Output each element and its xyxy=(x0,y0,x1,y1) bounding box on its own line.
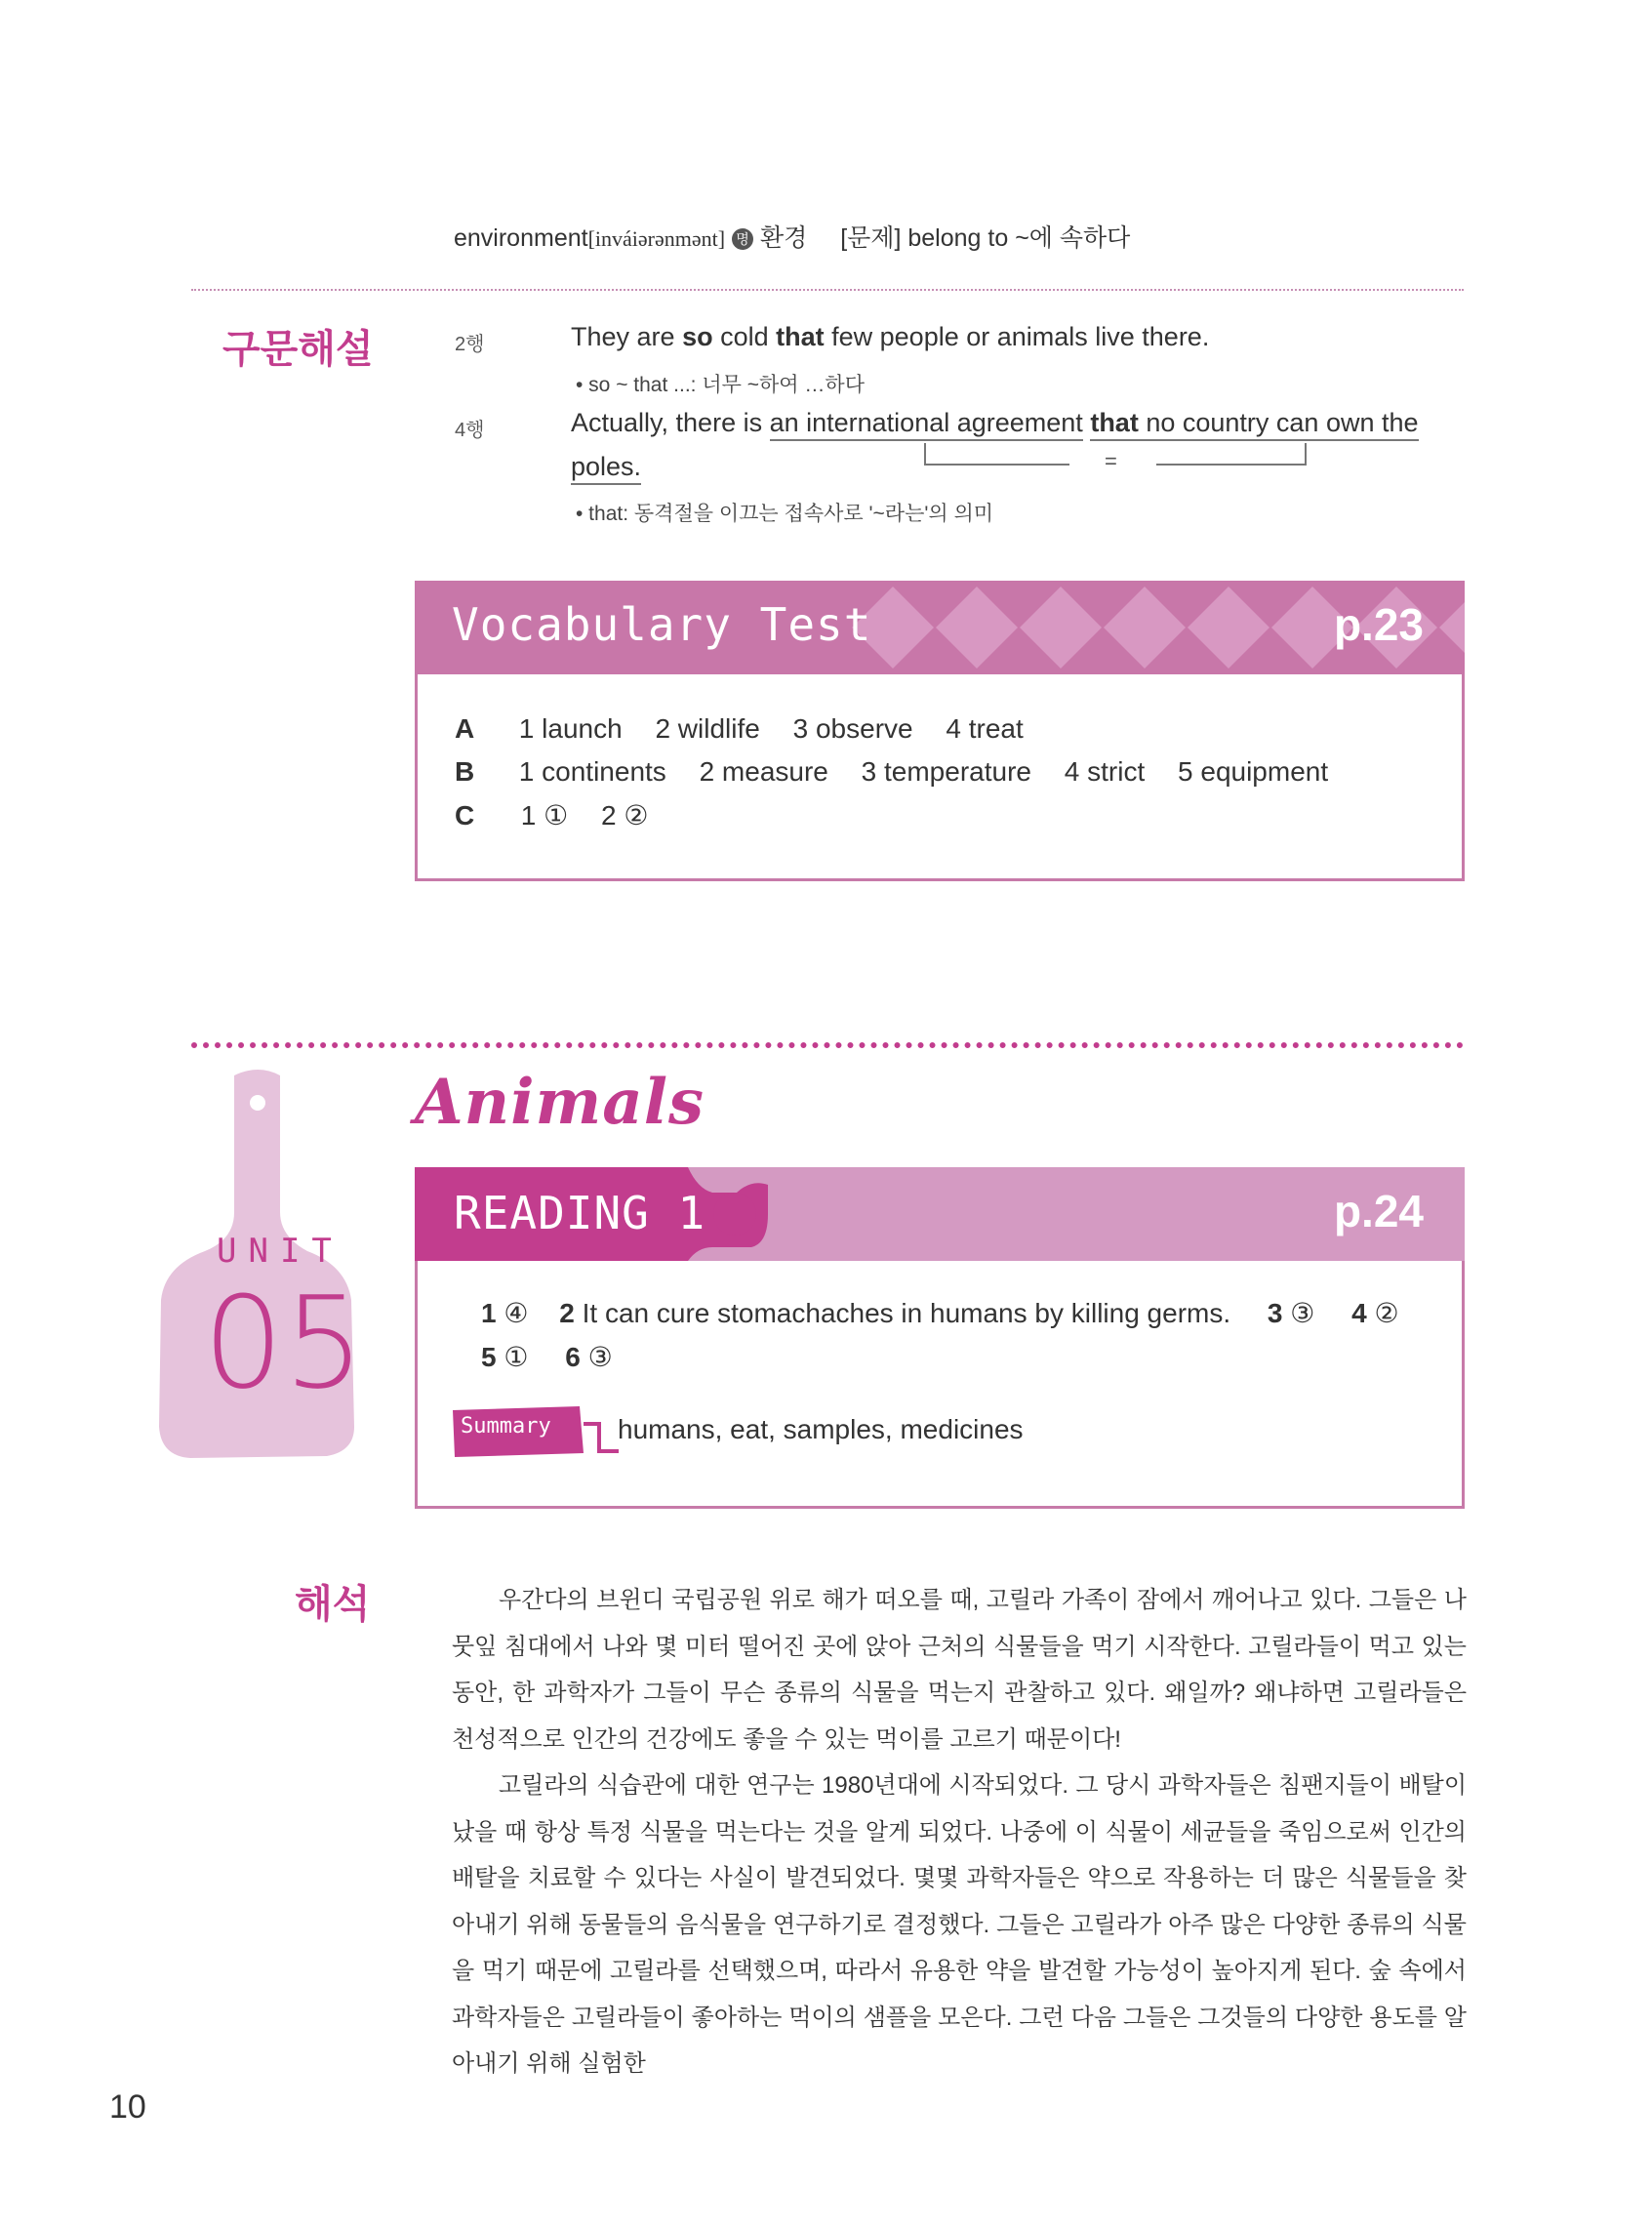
answer-row-b xyxy=(455,756,1328,788)
vocab-line xyxy=(454,219,1130,254)
vocab-word: environment xyxy=(454,224,588,252)
reading-title: READING 1 xyxy=(454,1187,706,1239)
reading-page: p.24 xyxy=(1333,1186,1424,1236)
sentence-part: cold xyxy=(712,322,777,351)
answer-row-a xyxy=(455,713,1024,745)
reading-box xyxy=(415,1167,1465,1509)
sentence-part: few people or animals live there. xyxy=(824,322,1210,351)
answer-text: ① xyxy=(504,1342,529,1372)
row-label: B xyxy=(455,756,475,787)
line-number: 4행 xyxy=(455,420,485,441)
answer-item: 2 ② xyxy=(601,800,649,831)
translation-paragraph: 우간다의 브윈디 국립공원 위로 해가 떠오를 때, 고릴라 가족이 잠에서 깨어나고 있다. 그들은 나뭇잎 침대에서 나와 몇 미터 떨어진 곳에 앉아 근처의 식물들을 먹기 시작한다. 고릴라들이 먹고 있는 동안, 한 과학자가 그들이 무슨 종류의 식물을 먹는지 관찰하고 있다. 왜일까? 왜냐하면 고릴라들은 천성적으로 인간의 건강에도 좋을 수 있는 먹이를 고르기 때문이다! xyxy=(452,1587,1467,1753)
vocab-phonetic: [inváiərənmənt] xyxy=(587,226,726,251)
answer-num: 2 xyxy=(559,1298,575,1328)
vocab-phrase-meaning: ~에 속하다 xyxy=(1015,224,1131,252)
vocab-test-box xyxy=(415,581,1465,881)
answer-num: 3 xyxy=(1267,1298,1283,1328)
answer-num: 4 xyxy=(1351,1298,1367,1328)
sentence-keyword: that xyxy=(1090,408,1139,437)
answer-row-c xyxy=(455,799,648,831)
vocab-test-header xyxy=(415,581,1465,674)
section-divider xyxy=(191,289,1464,291)
vocab-phrase: belong to xyxy=(907,224,1009,252)
syntax-sentence xyxy=(571,408,1419,438)
answer-text: It can cure stomachaches in humans by killing germs. xyxy=(582,1298,1231,1328)
unit-number: 05 xyxy=(203,1269,365,1417)
row-label: C xyxy=(455,800,475,831)
reading-answers-line2 xyxy=(481,1341,613,1373)
answer-text: ④ xyxy=(504,1298,529,1328)
sentence-underlined: an international agreement xyxy=(770,408,1083,441)
answer-item: 5 equipment xyxy=(1178,756,1329,787)
sentence-keyword: that xyxy=(776,322,825,351)
answer-text: ③ xyxy=(587,1342,613,1372)
answer-num: 5 xyxy=(481,1342,497,1372)
vocab-test-title: Vocabulary Test xyxy=(452,598,872,651)
translation-body xyxy=(452,1577,1467,2087)
translation-title: 해석 xyxy=(295,1582,371,1627)
page-number: 10 xyxy=(109,2088,146,2126)
equals-sign: = xyxy=(1105,449,1117,473)
answer-text: ② xyxy=(1374,1298,1399,1328)
vocab-meaning: 환경 xyxy=(759,224,808,252)
answer-item: 1 launch xyxy=(518,713,623,744)
unit-label: UNIT xyxy=(217,1232,343,1271)
row-label: A xyxy=(455,713,475,744)
answer-item: 4 treat xyxy=(946,713,1024,744)
answer-item: 3 temperature xyxy=(861,756,1031,787)
pos-badge: 명 xyxy=(732,228,753,250)
answer-item: 2 measure xyxy=(699,756,828,787)
answer-num: 1 xyxy=(481,1298,497,1328)
answer-item: 2 wildlife xyxy=(655,713,760,744)
answer-num: 6 xyxy=(565,1342,581,1372)
sentence-underlined: poles. xyxy=(571,452,641,485)
answer-text: ③ xyxy=(1290,1298,1315,1328)
sentence-part: Actually, there is xyxy=(571,408,770,437)
syntax-sentence-cont xyxy=(571,452,641,482)
sentence-keyword: so xyxy=(682,322,713,351)
syntax-sentence xyxy=(571,322,1209,352)
vocab-tag: [문제] xyxy=(840,224,902,252)
category-title: Animals xyxy=(415,1066,705,1139)
unit-divider xyxy=(191,1042,1464,1048)
reading-header xyxy=(415,1167,1465,1261)
sentence-underlined: no country can own the xyxy=(1138,408,1419,437)
reading-answers-line1 xyxy=(481,1297,1399,1329)
syntax-note: • so ~ that ...: 너무 ~하여 …하다 xyxy=(576,374,865,396)
line-number: 2행 xyxy=(455,334,485,355)
translation-paragraph: 고릴라의 식습관에 대한 연구는 1980년대에 시작되었다. 그 당시 과학자들은 침팬지들이 배탈이 났을 때 항상 특정 식물을 먹는다는 것을 알게 되었다. 나중에 이 식물이 세균들을 죽임으로써 인간의 배탈을 치료할 수 있다는 사실이 발견되었다. 몇몇 과학자들은 약으로 작용하는 더 많은 식물들을 찾아내기 위해 동물들의 음식물을 연구하기로 결정했다. 그들은 고릴라가 아주 많은 다양한 종류의 식물을 먹기 때문에 고릴라를 선택했으며, 따라서 유용한 약을 발견할 가능성이 높아지게 된다. 숲 속에서 과학자들은 고릴라들이 좋아하는 먹이의 샘플을 모은다. 그런 다음 그들은 그것들의 다양한 용도를 알아내기 위해 실험한 xyxy=(452,1772,1467,2077)
syntax-note: • that: 동격절을 이끄는 접속사로 '~라는'의 의미 xyxy=(576,503,994,525)
summary-text: humans, eat, samples, medicines xyxy=(618,1414,1024,1444)
sentence-part: They are xyxy=(571,322,683,351)
summary-label: Summary xyxy=(461,1414,551,1439)
syntax-title: 구문해설 xyxy=(222,327,374,372)
answer-item: 4 strict xyxy=(1064,756,1146,787)
answer-item: 1 continents xyxy=(518,756,666,787)
answer-item: 3 observe xyxy=(792,713,913,744)
vocab-test-page: p.23 xyxy=(1333,599,1424,650)
answer-item: 1 ① xyxy=(520,800,569,831)
